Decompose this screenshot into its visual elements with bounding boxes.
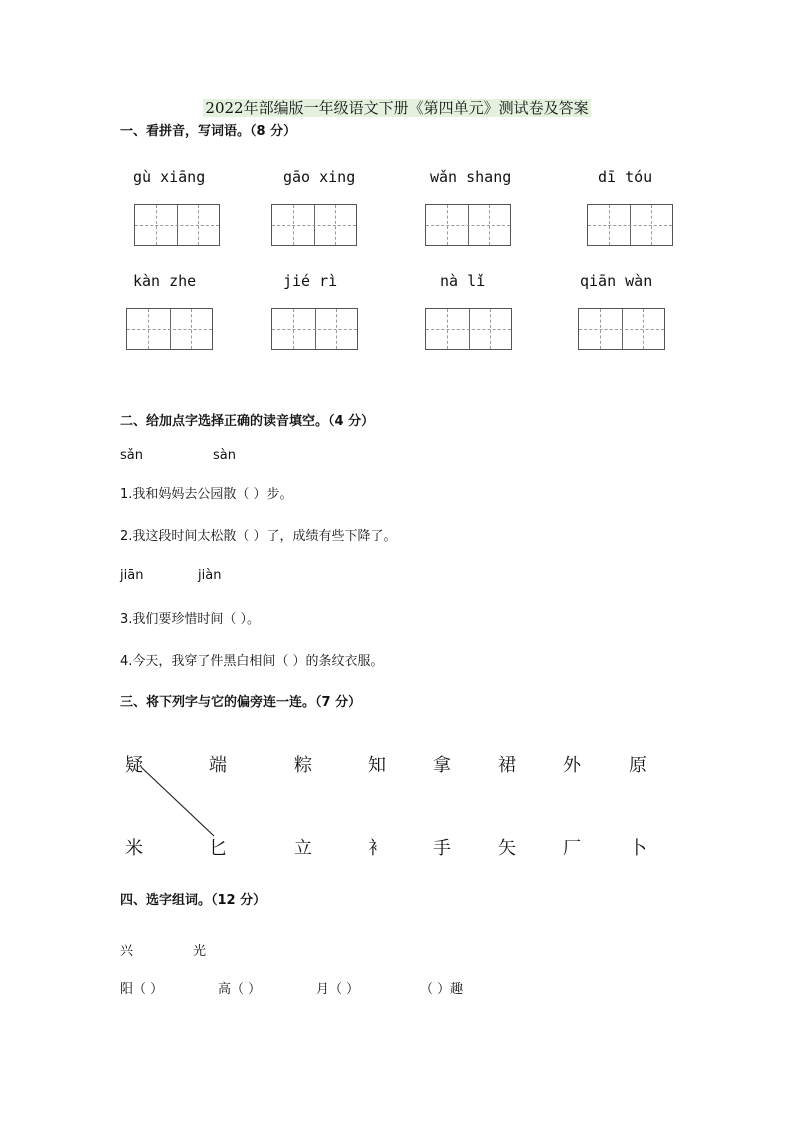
pinyin-label: gù xiāng (133, 168, 206, 186)
section-1-heading: 一、看拼音，写词语。（8 分） (120, 124, 297, 139)
pinyin-label: jié rì (283, 272, 338, 290)
match-character[interactable]: 知 (368, 755, 386, 776)
pinyin-option: jiàn (198, 568, 222, 583)
word-blank: 月（ ） (316, 982, 360, 997)
radical[interactable]: 手 (433, 838, 451, 859)
match-character[interactable]: 外 (563, 755, 581, 776)
match-character[interactable]: 裙 (498, 755, 516, 776)
pinyin-label: wǎn shang (430, 168, 512, 186)
page-title: 2022年部编版一年级语文下册《第四单元》测试卷及答案 (205, 99, 589, 117)
radical[interactable]: 匕 (209, 838, 227, 859)
section-3-heading: 三、将下列字与它的偏旁连一连。（7 分） (120, 695, 362, 710)
radical[interactable]: 衤 (368, 838, 386, 859)
word-blank: 阳（ ） (120, 982, 164, 997)
radical[interactable]: 矢 (498, 838, 516, 859)
pinyin-option: sǎn (120, 448, 143, 463)
question-sentence: 4.今天，我穿了件黑白相间（ ）的条纹衣服。 (120, 654, 384, 669)
word-blank: 高（ ） (218, 982, 262, 997)
question-sentence: 3.我们要珍惜时间（ ）。 (120, 612, 261, 627)
choice-character: 光 (193, 944, 207, 959)
section-2-heading: 二、给加点字选择正确的读音填空。（4 分） (120, 414, 375, 429)
pinyin-label: qiān wàn (580, 272, 653, 290)
question-sentence: 2.我这段时间太松散（ ）了，成绩有些下降了。 (120, 529, 397, 544)
word-blank: （ ）趣 (420, 982, 464, 997)
pinyin-label: kàn zhe (133, 272, 197, 290)
pinyin-label: nà lǐ (440, 272, 486, 290)
pinyin-option: jiān (120, 568, 144, 583)
match-character[interactable]: 端 (209, 755, 227, 776)
pinyin-label: dī tóu (598, 168, 653, 186)
pinyin-option: sàn (213, 448, 236, 463)
match-character[interactable]: 疑 (125, 755, 143, 776)
radical[interactable]: 厂 (563, 838, 581, 859)
choice-character: 兴 (120, 944, 134, 959)
pinyin-label: gāo xing (283, 168, 356, 186)
radical[interactable]: 立 (294, 838, 312, 859)
section-4-heading: 四、选字组词。（12 分） (120, 893, 267, 908)
match-character[interactable]: 粽 (294, 755, 312, 776)
radical[interactable]: 卜 (629, 838, 647, 859)
question-sentence: 1.我和妈妈去公园散（ ）步。 (120, 487, 293, 502)
radical[interactable]: 米 (125, 838, 143, 859)
match-character[interactable]: 原 (629, 755, 647, 776)
match-character[interactable]: 拿 (433, 755, 451, 776)
